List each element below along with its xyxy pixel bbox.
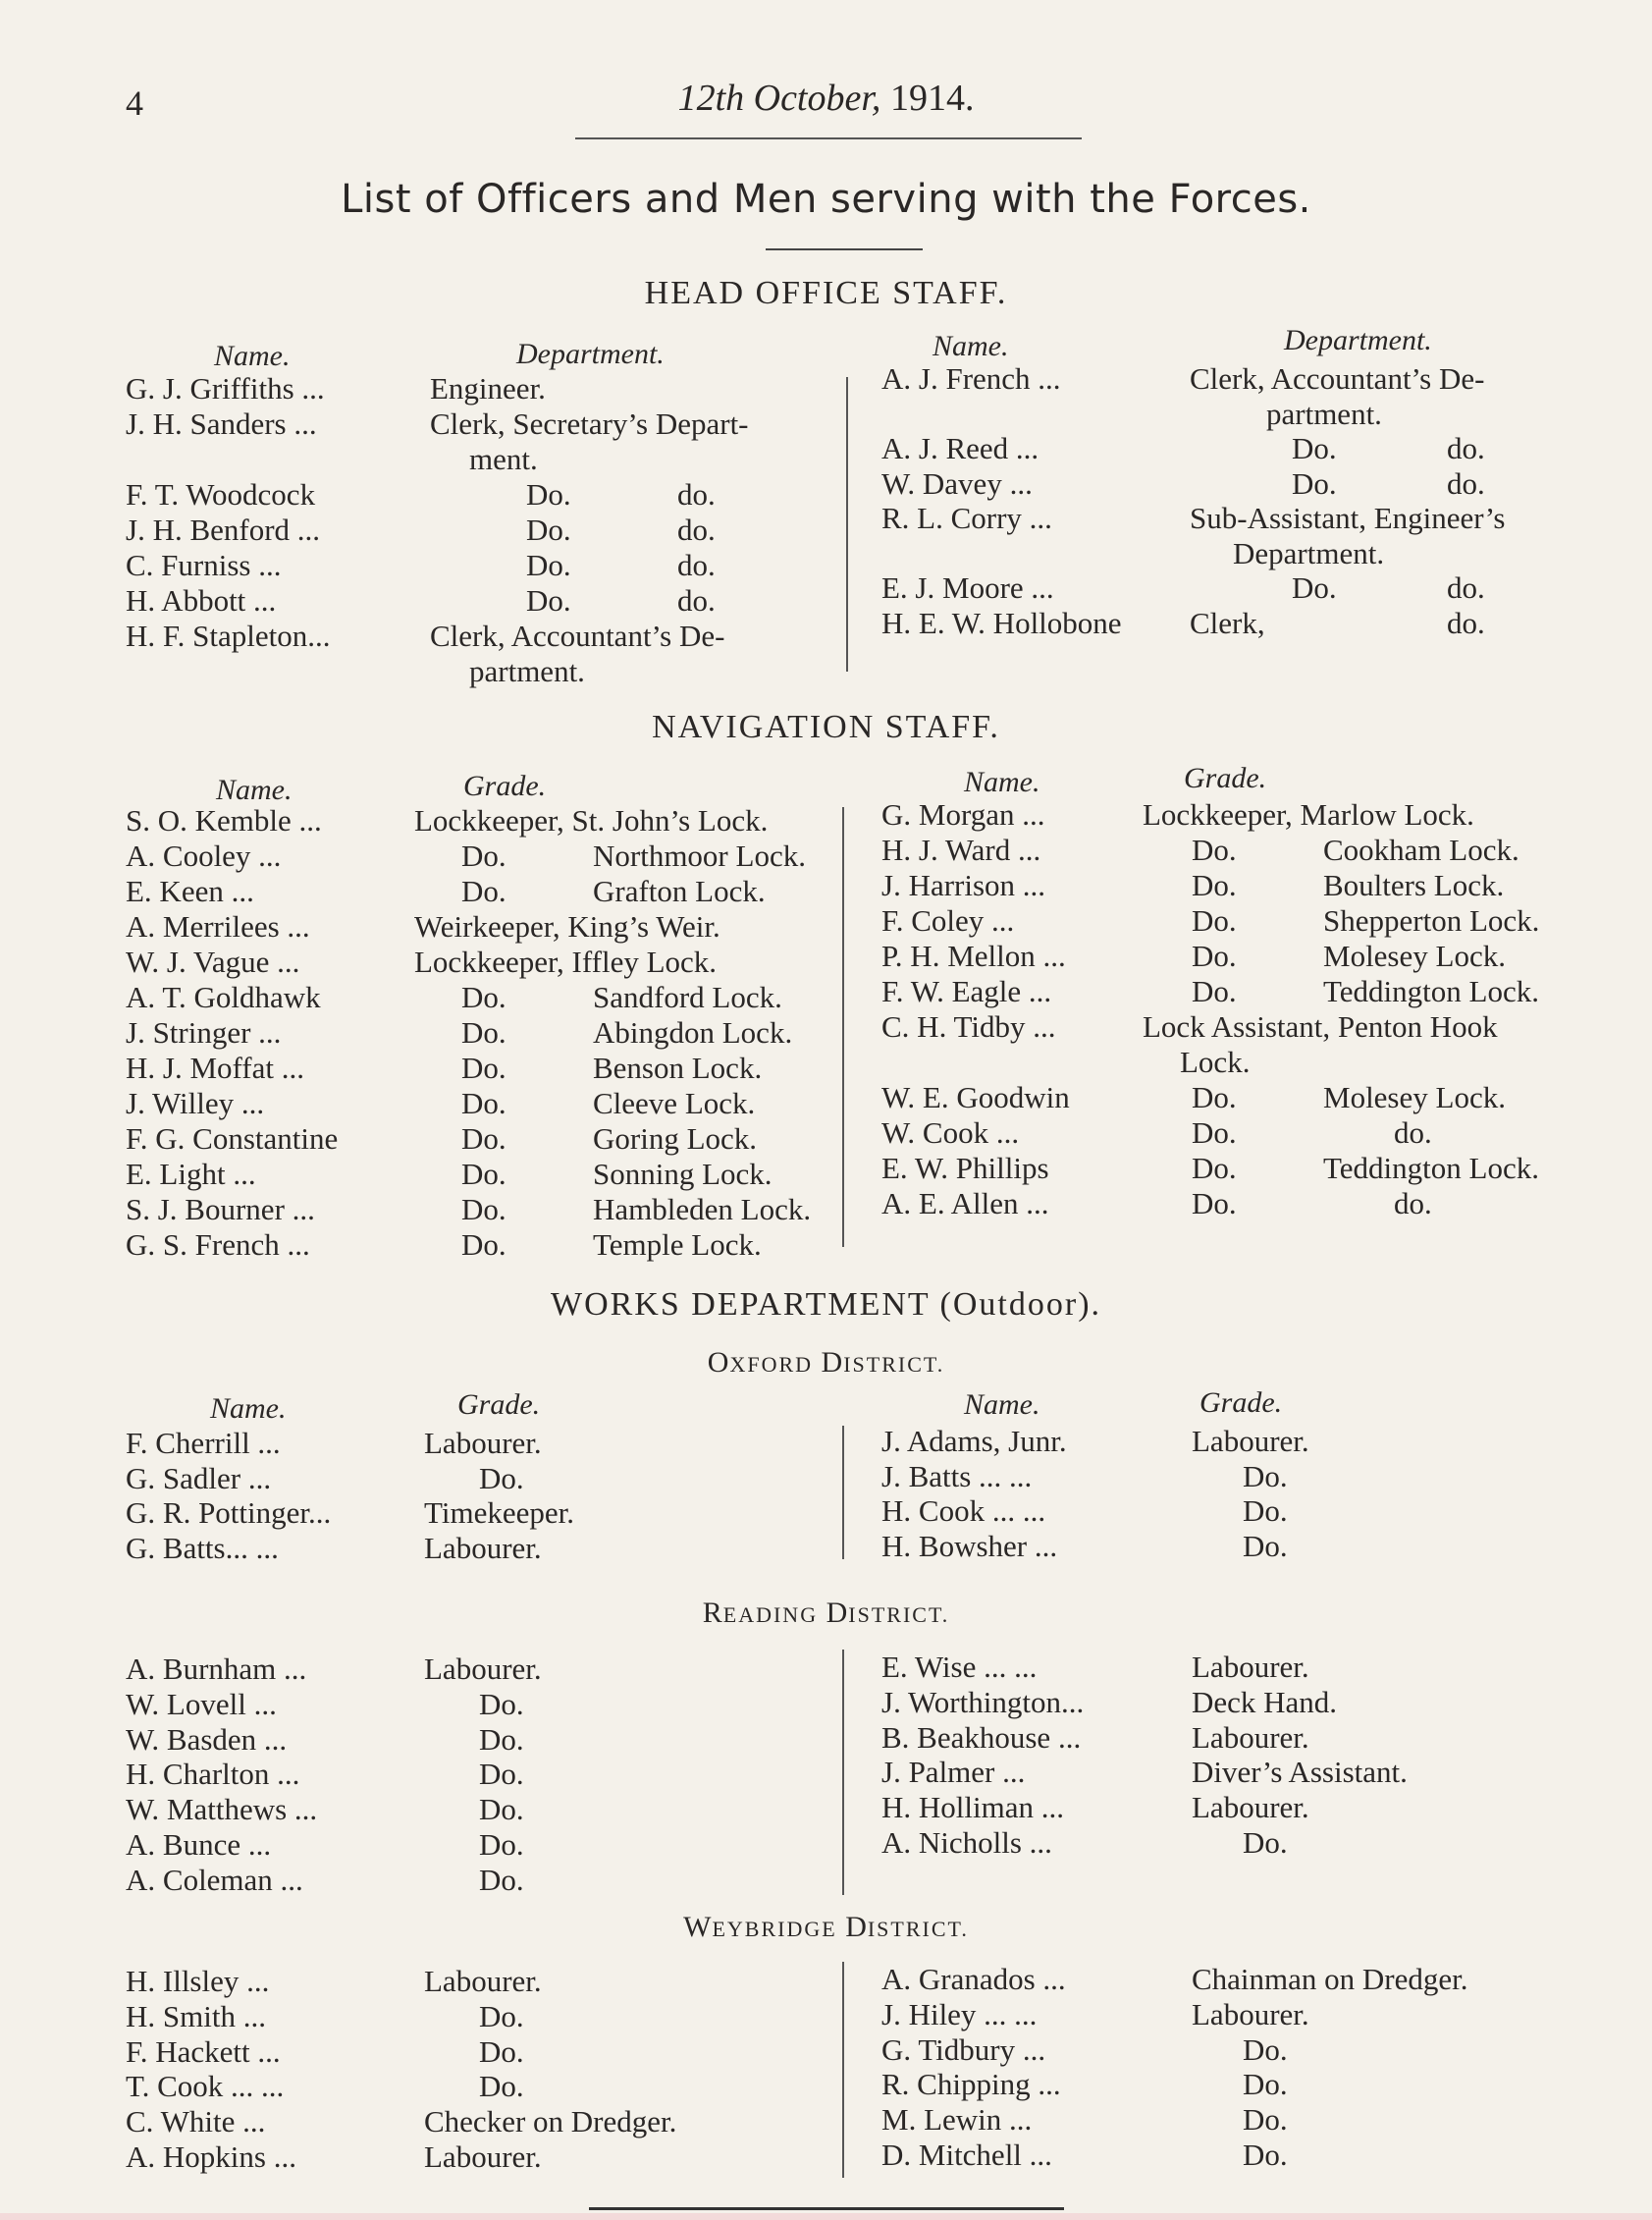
- oxford-row-name: F. Cherrill ...: [126, 1426, 281, 1460]
- weybridge-row-grade: Labourer.: [1192, 1996, 1309, 2031]
- head-office-row-name: A. J. Reed ...: [881, 431, 1039, 465]
- head-office-row-name: H. Abbott ...: [126, 583, 277, 618]
- weybridge-row-name: G. Tidbury ...: [881, 2031, 1046, 2067]
- date-day: 12th October,: [677, 78, 881, 119]
- reading-row-grade: Do.: [479, 1827, 524, 1862]
- head-office-row-dept2: do.: [677, 477, 716, 512]
- weybridge-row-name: D. Mitchell ...: [881, 2138, 1052, 2172]
- navigation-row-loc: Cookham Lock.: [1323, 833, 1519, 867]
- navigation-row-loc: Shepperton Lock.: [1323, 903, 1540, 938]
- weybridge-row-name: J. Hiley ... ...: [881, 1996, 1038, 2031]
- navigation-row-grade: Do.: [461, 1227, 506, 1262]
- head-office-dept-header-left: Department.: [516, 338, 665, 370]
- head-office-row-name: R. L. Corry ...: [881, 501, 1052, 535]
- weybridge-row-grade: Do.: [1243, 2067, 1288, 2102]
- weybridge-row-grade: Do.: [479, 1998, 524, 2033]
- navigation-divider: [842, 807, 844, 1247]
- navigation-heading: NAVIGATION STAFF.: [652, 709, 1000, 745]
- oxford-row-name: H. Bowsher ...: [881, 1528, 1058, 1563]
- weybridge-row-grade: Do.: [479, 2033, 524, 2069]
- navigation-name-header-left: Name.: [216, 774, 293, 806]
- head-office-row-dept: Do.: [526, 513, 571, 547]
- oxford-grade-header-left: Grade.: [457, 1388, 541, 1421]
- reading-row-name: A. Bunce ...: [126, 1827, 272, 1862]
- header-rule: [575, 137, 1082, 139]
- weybridge-row-name: T. Cook ... ...: [126, 2069, 285, 2104]
- reading-row-grade: Deck Hand.: [1192, 1684, 1338, 1719]
- navigation-row-loc: Hambleden Lock.: [593, 1192, 812, 1226]
- navigation-row-name: G. S. French ...: [126, 1227, 310, 1262]
- reading-row-grade: Do.: [479, 1757, 524, 1792]
- navigation-row-loc: Abingdon Lock.: [593, 1015, 793, 1050]
- navigation-row-grade: Do.: [1192, 939, 1237, 973]
- head-office-row-name: C. Furniss ...: [126, 548, 282, 582]
- weybridge-row-name: F. Hackett ...: [126, 2033, 281, 2069]
- oxford-row-grade: Do.: [1243, 1458, 1288, 1493]
- weybridge-row-grade: Labourer.: [424, 1964, 542, 1998]
- head-office-row-dept: partment.: [469, 654, 585, 688]
- head-office-row-name: J. H. Sanders ...: [126, 406, 317, 441]
- navigation-row-name: J. Stringer ...: [126, 1015, 282, 1050]
- navigation-row-name: J. Harrison ...: [881, 868, 1046, 902]
- reading-row-name: J. Palmer ...: [881, 1755, 1026, 1790]
- navigation-row-grade: Do.: [1192, 833, 1237, 867]
- navigation-row-loc: Teddington Lock.: [1323, 1151, 1539, 1185]
- oxford-row-name: G. Batts... ...: [126, 1530, 279, 1565]
- oxford-district-heading: OXFORD DISTRICT.: [707, 1346, 945, 1379]
- head-office-row-dept2: do.: [677, 548, 716, 582]
- oxford-row-grade: Labourer.: [424, 1426, 542, 1460]
- weybridge-row-name: M. Lewin ...: [881, 2102, 1033, 2138]
- oxford-grade-header-right: Grade.: [1199, 1386, 1283, 1419]
- head-office-dept-header-right: Department.: [1284, 324, 1432, 356]
- reading-row-name: A. Nicholls ...: [881, 1825, 1052, 1860]
- weybridge-row-name: C. White ...: [126, 2104, 266, 2139]
- navigation-row-name: C. H. Tidby ...: [881, 1009, 1056, 1044]
- reading-row-grade: Labourer.: [1192, 1719, 1309, 1755]
- navigation-row-grade: Do.: [1192, 1080, 1237, 1114]
- works-heading: WORKS DEPARTMENT (Outdoor).: [550, 1286, 1102, 1323]
- navigation-row-name: A. E. Allen ...: [881, 1186, 1049, 1220]
- head-office-row-dept: Department.: [1233, 535, 1385, 570]
- weybridge-row-name: H. Illsley ...: [126, 1964, 270, 1998]
- head-office-row-dept2: do.: [1447, 465, 1485, 501]
- head-office-row-dept: Clerk, Secretary’s Depart-: [430, 406, 749, 441]
- navigation-row-grade: Do.: [461, 1015, 506, 1050]
- navigation-row-name: F. Coley ...: [881, 903, 1015, 938]
- head-office-row-dept: Do.: [526, 548, 571, 582]
- navigation-name-header-right: Name.: [964, 766, 1040, 798]
- head-office-row-dept: Clerk,: [1190, 605, 1265, 640]
- navigation-row-name: P. H. Mellon ...: [881, 939, 1066, 973]
- navigation-row-grade: Lock.: [1180, 1045, 1251, 1079]
- page-number: 4: [126, 83, 143, 123]
- navigation-row-grade: Do.: [1192, 903, 1237, 938]
- footer-rule: [589, 2207, 1064, 2210]
- head-office-row-dept2: do.: [1447, 431, 1485, 465]
- head-office-row-dept: Do.: [526, 583, 571, 618]
- head-office-row-dept2: do.: [677, 583, 716, 618]
- navigation-row-loc: Cleeve Lock.: [593, 1086, 756, 1120]
- navigation-row-loc: Boulters Lock.: [1323, 868, 1505, 902]
- navigation-row-loc: Teddington Lock.: [1323, 974, 1539, 1008]
- navigation-row-name: A. T. Goldhawk: [126, 980, 321, 1014]
- navigation-row-grade: Do.: [1192, 1115, 1237, 1150]
- head-office-row-name: E. J. Moore ...: [881, 570, 1054, 605]
- head-office-row-name: A. J. French ...: [881, 361, 1061, 396]
- head-office-row-name: H. E. W. Hollobone: [881, 605, 1122, 640]
- navigation-grade-header-right: Grade.: [1184, 762, 1267, 794]
- navigation-row-loc: Benson Lock.: [593, 1051, 763, 1085]
- weybridge-row-grade: Labourer.: [424, 2139, 542, 2174]
- weybridge-row-name: R. Chipping ...: [881, 2067, 1061, 2102]
- reading-row-name: W. Matthews ...: [126, 1792, 318, 1827]
- head-office-name-header-right: Name.: [933, 330, 1009, 362]
- weybridge-district-heading: WEYBRIDGE DISTRICT.: [683, 1911, 969, 1943]
- weybridge-row-grade: Do.: [1243, 2102, 1288, 2138]
- head-office-row-dept: Do.: [1292, 465, 1337, 501]
- reading-row-grade: Do.: [479, 1686, 524, 1721]
- navigation-row-name: H. J. Moffat ...: [126, 1051, 304, 1085]
- weybridge-row-name: A. Granados ...: [881, 1962, 1066, 1996]
- reading-row-grade: Do.: [1243, 1825, 1288, 1860]
- page-date: [0, 77, 1652, 120]
- weybridge-row-name: H. Smith ...: [126, 1998, 266, 2033]
- weybridge-row-grade: Checker on Dredger.: [424, 2104, 677, 2139]
- reading-row-name: J. Worthington...: [881, 1684, 1085, 1719]
- navigation-row-grade: Do.: [461, 1051, 506, 1085]
- oxford-name-header-right: Name.: [964, 1388, 1040, 1421]
- navigation-row-grade: Lockkeeper, St. John’s Lock.: [414, 803, 769, 838]
- head-office-heading: HEAD OFFICE STAFF.: [644, 275, 1008, 311]
- oxford-row-name: H. Cook ... ...: [881, 1493, 1046, 1528]
- reading-row-grade: Diver’s Assistant.: [1192, 1755, 1408, 1790]
- head-office-row-dept: partment.: [1266, 396, 1382, 431]
- navigation-row-grade: Do.: [461, 1157, 506, 1191]
- navigation-grade-header-left: Grade.: [463, 770, 547, 802]
- oxford-row-grade: Timekeeper.: [424, 1495, 574, 1530]
- weybridge-divider: [842, 1962, 844, 2178]
- navigation-row-loc: do.: [1394, 1115, 1432, 1150]
- title-rule: [766, 248, 923, 250]
- reading-row-name: A. Coleman ...: [126, 1862, 303, 1897]
- weybridge-row-name: A. Hopkins ...: [126, 2139, 296, 2174]
- navigation-row-name: A. Merrilees ...: [126, 909, 310, 944]
- weybridge-row-grade: Do.: [479, 2069, 524, 2104]
- reading-row-name: W. Lovell ...: [126, 1686, 277, 1721]
- head-office-row-dept2: do.: [1447, 605, 1485, 640]
- reading-row-name: H. Holliman ...: [881, 1790, 1064, 1825]
- weybridge-row-grade: Chainman on Dredger.: [1192, 1962, 1468, 1996]
- oxford-row-grade: Do.: [479, 1460, 524, 1495]
- head-office-row-dept: Do.: [1292, 570, 1337, 605]
- navigation-row-name: W. J. Vague ...: [126, 945, 300, 979]
- navigation-row-name: F. G. Constantine: [126, 1121, 339, 1156]
- date-year: 1914.: [889, 78, 975, 119]
- oxford-row-grade: Labourer.: [424, 1530, 542, 1565]
- head-office-row-dept: Clerk, Accountant’s De-: [1190, 361, 1485, 396]
- navigation-row-grade: Lockkeeper, Marlow Lock.: [1143, 797, 1474, 832]
- navigation-row-grade: Do.: [461, 839, 506, 873]
- navigation-row-name: S. J. Bourner ...: [126, 1192, 315, 1226]
- reading-row-grade: Do.: [479, 1721, 524, 1757]
- reading-row-name: W. Basden ...: [126, 1721, 288, 1757]
- navigation-row-grade: Do.: [461, 980, 506, 1014]
- navigation-row-grade: Lock Assistant, Penton Hook: [1143, 1009, 1498, 1044]
- navigation-row-loc: Goring Lock.: [593, 1121, 758, 1156]
- navigation-row-name: E. Keen ...: [126, 874, 254, 908]
- reading-row-grade: Do.: [479, 1862, 524, 1897]
- oxford-row-name: J. Batts ... ...: [881, 1458, 1033, 1493]
- oxford-name-header-left: Name.: [210, 1392, 287, 1425]
- reading-row-grade: Labourer.: [1192, 1650, 1309, 1684]
- weybridge-row-grade: Do.: [1243, 2138, 1288, 2172]
- navigation-row-grade: Do.: [461, 1192, 506, 1226]
- oxford-divider: [842, 1426, 844, 1559]
- head-office-row-dept: Do.: [1292, 431, 1337, 465]
- navigation-row-name: A. Cooley ...: [126, 839, 282, 873]
- navigation-row-grade: Lockkeeper, Iffley Lock.: [414, 945, 718, 979]
- head-office-row-dept2: do.: [1447, 570, 1485, 605]
- oxford-row-name: G. Sadler ...: [126, 1460, 272, 1495]
- navigation-row-name: F. W. Eagle ...: [881, 974, 1052, 1008]
- navigation-row-name: E. Light ...: [126, 1157, 256, 1191]
- navigation-row-grade: Do.: [461, 1121, 506, 1156]
- navigation-row-name: W. Cook ...: [881, 1115, 1020, 1150]
- navigation-row-name: W. E. Goodwin: [881, 1080, 1070, 1114]
- reading-row-grade: Do.: [479, 1792, 524, 1827]
- head-office-row-dept: Engineer.: [430, 371, 546, 406]
- reading-row-name: B. Beakhouse ...: [881, 1719, 1082, 1755]
- oxford-row-name: J. Adams, Junr.: [881, 1424, 1067, 1458]
- navigation-row-loc: Temple Lock.: [593, 1227, 762, 1262]
- navigation-row-grade: Do.: [1192, 1186, 1237, 1220]
- navigation-row-grade: Do.: [1192, 974, 1237, 1008]
- reading-row-name: A. Burnham ...: [126, 1651, 307, 1686]
- reading-district-heading: READING DISTRICT.: [702, 1597, 950, 1629]
- navigation-row-loc: Grafton Lock.: [593, 874, 766, 908]
- navigation-row-name: G. Morgan ...: [881, 797, 1045, 832]
- navigation-row-loc: Molesey Lock.: [1323, 1080, 1506, 1114]
- oxford-row-grade: Labourer.: [1192, 1424, 1309, 1458]
- navigation-row-name: J. Willey ...: [126, 1086, 265, 1120]
- navigation-row-grade: Do.: [461, 1086, 506, 1120]
- oxford-row-name: G. R. Pottinger...: [126, 1495, 332, 1530]
- navigation-row-grade: Weirkeeper, King’s Weir.: [414, 909, 720, 944]
- navigation-row-grade: Do.: [461, 874, 506, 908]
- navigation-row-name: H. J. Ward ...: [881, 833, 1041, 867]
- head-office-row-dept2: do.: [677, 513, 716, 547]
- head-office-row-name: F. T. Woodcock: [126, 477, 316, 512]
- navigation-row-grade: Do.: [1192, 868, 1237, 902]
- navigation-row-grade: Do.: [1192, 1151, 1237, 1185]
- reading-row-grade: Labourer.: [1192, 1790, 1309, 1825]
- head-office-name-header-left: Name.: [214, 340, 291, 372]
- navigation-row-loc: do.: [1394, 1186, 1432, 1220]
- page-edge: [0, 2213, 1652, 2220]
- navigation-row-loc: Sonning Lock.: [593, 1157, 773, 1191]
- head-office-row-dept: Sub-Assistant, Engineer’s: [1190, 501, 1506, 535]
- navigation-row-name: S. O. Kemble ...: [126, 803, 322, 838]
- head-office-row-name: H. F. Stapleton...: [126, 619, 331, 653]
- reading-row-grade: Labourer.: [424, 1651, 542, 1686]
- oxford-row-grade: Do.: [1243, 1493, 1288, 1528]
- head-office-row-name: G. J. Griffiths ...: [126, 371, 325, 406]
- navigation-row-loc: Northmoor Lock.: [593, 839, 806, 873]
- head-office-row-dept: ment.: [469, 442, 538, 476]
- head-office-divider: [846, 377, 848, 672]
- page-title: List of Officers and Men serving with the Forces.: [341, 177, 1311, 222]
- head-office-row-name: W. Davey ...: [881, 465, 1033, 501]
- weybridge-row-grade: Do.: [1243, 2031, 1288, 2067]
- head-office-row-dept: Do.: [526, 477, 571, 512]
- oxford-row-grade: Do.: [1243, 1528, 1288, 1563]
- navigation-row-loc: Sandford Lock.: [593, 980, 782, 1014]
- reading-row-name: E. Wise ... ...: [881, 1650, 1038, 1684]
- navigation-row-name: E. W. Phillips: [881, 1151, 1049, 1185]
- navigation-row-loc: Molesey Lock.: [1323, 939, 1506, 973]
- head-office-row-name: J. H. Benford ...: [126, 513, 321, 547]
- reading-divider: [842, 1650, 844, 1895]
- reading-row-name: H. Charlton ...: [126, 1757, 300, 1792]
- head-office-row-dept: Clerk, Accountant’s De-: [430, 619, 725, 653]
